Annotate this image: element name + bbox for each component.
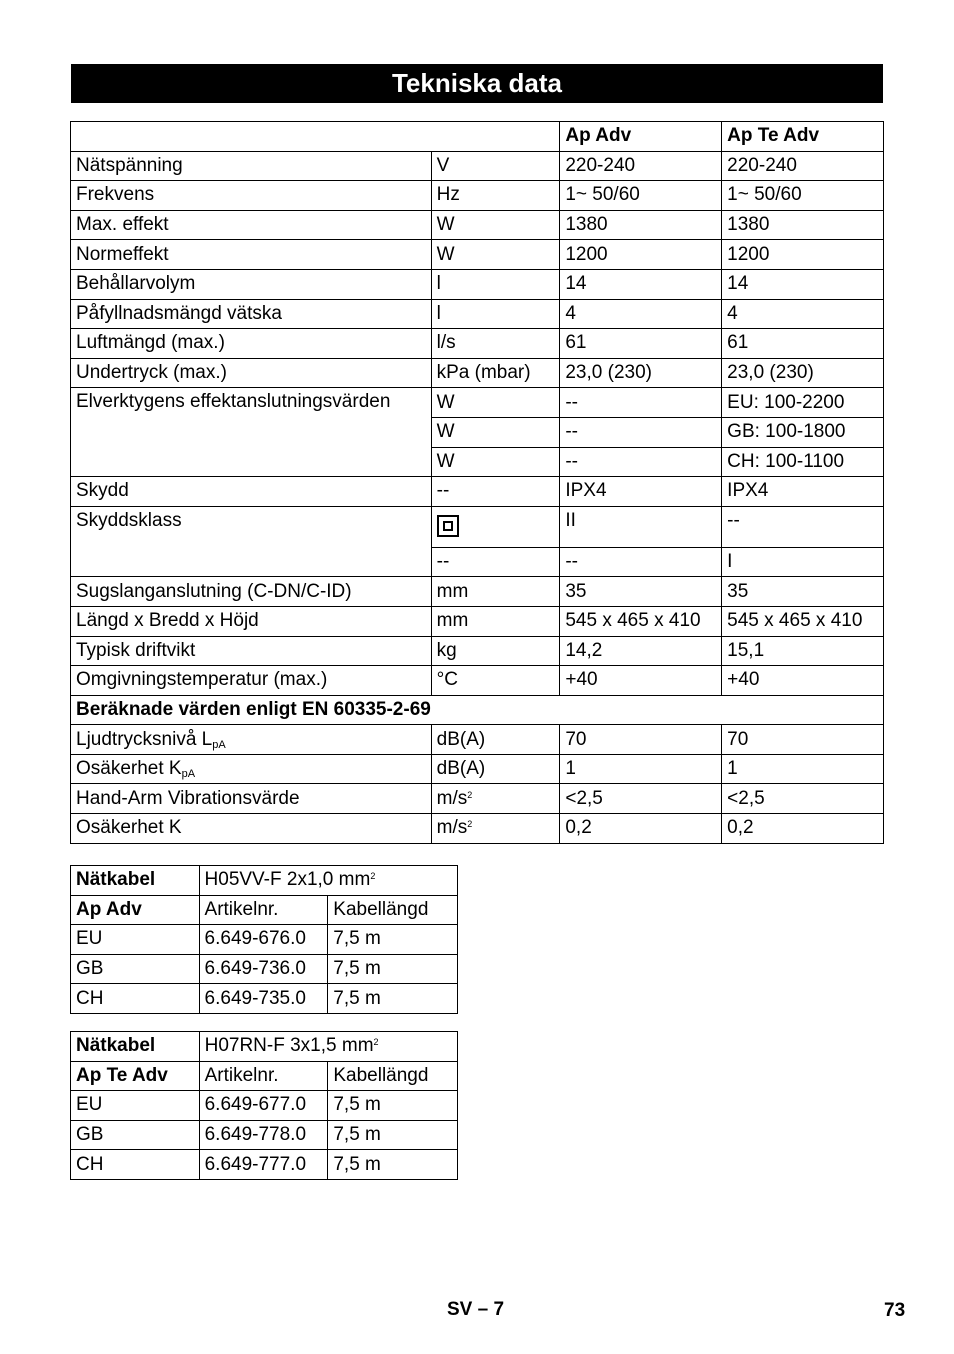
row-label-text: Ljudtrycksnivå L <box>76 728 213 750</box>
row-value-ap-te-adv: 35 <box>722 577 884 607</box>
row-label-text: Osäkerhet K <box>76 817 182 839</box>
row-value-ap-adv: 70 <box>560 725 722 755</box>
row-value-ap-adv: -- <box>560 388 722 418</box>
cable-region: CH <box>71 1150 200 1180</box>
cable-col-kabellangd: Kabellängd <box>328 1061 458 1091</box>
row-unit: -- <box>431 547 560 577</box>
row-unit: W <box>431 417 560 447</box>
table-row <box>71 269 884 299</box>
cable-region: EU <box>71 1091 200 1121</box>
cable-row <box>71 1120 458 1150</box>
row-label <box>71 814 432 844</box>
table-row <box>71 210 884 240</box>
row-value-ap-te-adv: 0,2 <box>722 814 884 844</box>
row-label <box>71 725 432 755</box>
row-label: Sugslanganslutning (C-DN/C-ID) <box>71 577 432 607</box>
cable-row <box>71 1091 458 1121</box>
row-value-ap-adv: <2,5 <box>560 784 722 814</box>
row-value-ap-adv: -- <box>560 417 722 447</box>
page-title: Tekniska data <box>71 64 883 103</box>
row-value-ap-adv: 4 <box>560 299 722 329</box>
row-value-ap-te-adv: 1~ 50/60 <box>722 181 884 211</box>
row-value-ap-adv: 545 x 465 x 410 <box>560 606 722 636</box>
cable-artikelnr: 6.649-677.0 <box>199 1091 328 1121</box>
row-label: Elverktygens effektanslutningsvärden <box>71 388 432 477</box>
row-value-ap-te-adv: CH: 100-1100 <box>722 447 884 477</box>
row-unit-text: dB(A) <box>436 728 486 750</box>
row-unit: W <box>431 388 560 418</box>
cable-type <box>199 1032 457 1062</box>
row-unit <box>431 754 560 784</box>
row-label-subscript: pA <box>181 768 196 781</box>
cable-type-row <box>71 866 458 896</box>
row-label-text: Hand-Arm Vibrationsvärde <box>76 787 300 809</box>
row-value-ap-adv: -- <box>560 547 722 577</box>
row-unit: l <box>431 299 560 329</box>
row-unit: -- <box>431 477 560 507</box>
header-empty-cell <box>71 122 560 152</box>
row-label: Luftmängd (max.) <box>71 329 432 359</box>
row-unit: mm <box>431 606 560 636</box>
cable-length: 7,5 m <box>328 1091 458 1121</box>
row-value-ap-te-adv: 15,1 <box>722 636 884 666</box>
cable-region: GB <box>71 1120 200 1150</box>
row-unit-superscript: 2 <box>467 819 473 830</box>
cable-label: Nätkabel <box>71 1032 200 1062</box>
row-value-ap-te-adv: 4 <box>722 299 884 329</box>
row-unit: W <box>431 210 560 240</box>
cable-region: EU <box>71 925 200 955</box>
row-value-ap-te-adv: 545 x 465 x 410 <box>722 606 884 636</box>
row-value-ap-adv: 0,2 <box>560 814 722 844</box>
row-value-ap-adv: 14,2 <box>560 636 722 666</box>
table-row <box>71 784 884 814</box>
row-value-ap-adv: 1380 <box>560 210 722 240</box>
cable-type-superscript: 2 <box>370 871 376 882</box>
table-row <box>71 358 884 388</box>
header-ap-te-adv: Ap Te Adv <box>722 122 884 152</box>
cable-header-row <box>71 1061 458 1091</box>
row-label-subscript: pA <box>212 738 226 751</box>
table-row <box>71 151 884 181</box>
table-row <box>71 725 884 755</box>
row-value-ap-te-adv: 220-240 <box>722 151 884 181</box>
row-value-ap-adv: 1~ 50/60 <box>560 181 722 211</box>
table-row <box>71 606 884 636</box>
cable-row <box>71 1150 458 1180</box>
row-value-ap-te-adv: 1200 <box>722 240 884 270</box>
row-value-ap-te-adv: IPX4 <box>722 477 884 507</box>
technical-data-table <box>70 121 884 844</box>
row-unit: W <box>431 240 560 270</box>
row-label: Max. effekt <box>71 210 432 240</box>
cable-model: Ap Te Adv <box>71 1061 200 1091</box>
cable-header-row <box>71 895 458 925</box>
row-label <box>71 754 432 784</box>
cable-artikelnr: 6.649-735.0 <box>199 984 328 1014</box>
row-value-ap-te-adv: 1 <box>722 754 884 784</box>
row-value-ap-te-adv: <2,5 <box>722 784 884 814</box>
row-value-ap-adv: 61 <box>560 329 722 359</box>
row-label: Typisk driftvikt <box>71 636 432 666</box>
row-value-ap-te-adv: -- <box>722 506 884 547</box>
row-label: Behållarvolym <box>71 269 432 299</box>
cable-artikelnr: 6.649-778.0 <box>199 1120 328 1150</box>
cable-type-text: H05VV-F 2x1,0 mm <box>204 869 371 891</box>
row-unit: mm <box>431 577 560 607</box>
cable-type-text: H07RN-F 3x1,5 mm <box>204 1035 374 1057</box>
cable-artikelnr: 6.649-676.0 <box>199 925 328 955</box>
section-header: Beräknade värden enligt EN 60335-2-69 <box>71 695 884 725</box>
row-value-ap-adv: II <box>560 506 722 547</box>
row-value-ap-adv: 220-240 <box>560 151 722 181</box>
row-value-ap-te-adv: GB: 100-1800 <box>722 417 884 447</box>
cable-length: 7,5 m <box>328 954 458 984</box>
protection-class-ii-icon <box>437 515 459 537</box>
table-row <box>71 636 884 666</box>
table-row <box>71 181 884 211</box>
table-header-row <box>71 122 884 152</box>
row-label: Skyddsklass <box>71 506 432 577</box>
cable-length: 7,5 m <box>328 925 458 955</box>
table-row <box>71 240 884 270</box>
row-label-text: Osäkerhet K <box>76 758 182 780</box>
row-value-ap-adv: -- <box>560 447 722 477</box>
row-label: Skydd <box>71 477 432 507</box>
row-unit: kPa (mbar) <box>431 358 560 388</box>
row-value-ap-te-adv: 61 <box>722 329 884 359</box>
row-label: Omgivningstemperatur (max.) <box>71 666 432 696</box>
cable-row <box>71 984 458 1014</box>
table-row <box>71 506 884 547</box>
row-unit: l <box>431 269 560 299</box>
row-unit: kg <box>431 636 560 666</box>
cable-model: Ap Adv <box>71 895 200 925</box>
row-value-ap-adv: 1200 <box>560 240 722 270</box>
row-value-ap-te-adv: 23,0 (230) <box>722 358 884 388</box>
header-ap-adv: Ap Adv <box>560 122 722 152</box>
cable-length: 7,5 m <box>328 1150 458 1180</box>
row-value-ap-te-adv: I <box>722 547 884 577</box>
cable-label: Nätkabel <box>71 866 200 896</box>
row-unit: Hz <box>431 181 560 211</box>
row-unit <box>431 814 560 844</box>
cable-type-row <box>71 1032 458 1062</box>
row-value-ap-adv: IPX4 <box>560 477 722 507</box>
row-value-ap-te-adv: EU: 100-2200 <box>722 388 884 418</box>
row-unit: V <box>431 151 560 181</box>
cable-region: GB <box>71 954 200 984</box>
cable-row <box>71 954 458 984</box>
row-value-ap-te-adv: 70 <box>722 725 884 755</box>
row-value-ap-adv: 1 <box>560 754 722 784</box>
row-label: Nätspänning <box>71 151 432 181</box>
cable-col-kabellangd: Kabellängd <box>328 895 458 925</box>
row-unit-text: m/s <box>436 787 468 809</box>
row-label <box>71 784 432 814</box>
section-header-row <box>71 695 884 725</box>
table-row <box>71 666 884 696</box>
table-row <box>71 299 884 329</box>
cable-region: CH <box>71 984 200 1014</box>
table-row <box>71 477 884 507</box>
row-unit <box>431 506 560 547</box>
cable-artikelnr: 6.649-777.0 <box>199 1150 328 1180</box>
row-unit-superscript: 2 <box>467 789 473 800</box>
row-unit-text: dB(A) <box>436 758 486 780</box>
cable-type <box>199 866 457 896</box>
cable-artikelnr: 6.649-736.0 <box>199 954 328 984</box>
row-unit <box>431 784 560 814</box>
row-value-ap-te-adv: 14 <box>722 269 884 299</box>
cable-table-ap-te-adv <box>70 1031 458 1180</box>
row-label: Normeffekt <box>71 240 432 270</box>
row-unit: °C <box>431 666 560 696</box>
table-row <box>71 388 884 418</box>
table-row <box>71 577 884 607</box>
row-value-ap-adv: 35 <box>560 577 722 607</box>
row-value-ap-te-adv: +40 <box>722 666 884 696</box>
cable-length: 7,5 m <box>328 984 458 1014</box>
row-label: Längd x Bredd x Höjd <box>71 606 432 636</box>
cable-length: 7,5 m <box>328 1120 458 1150</box>
footer-section-label: SV – 7 <box>447 1299 505 1320</box>
row-unit-text: m/s <box>436 817 468 839</box>
row-value-ap-adv: +40 <box>560 666 722 696</box>
cable-col-artikelnr: Artikelnr. <box>199 1061 328 1091</box>
cable-table-ap-adv <box>70 865 458 1014</box>
row-unit <box>431 725 560 755</box>
row-label: Undertryck (max.) <box>71 358 432 388</box>
row-value-ap-te-adv: 1380 <box>722 210 884 240</box>
cable-type-superscript: 2 <box>373 1037 379 1048</box>
row-unit: l/s <box>431 329 560 359</box>
cable-col-artikelnr: Artikelnr. <box>199 895 328 925</box>
table-row <box>71 329 884 359</box>
cable-row <box>71 925 458 955</box>
row-label: Frekvens <box>71 181 432 211</box>
table-row <box>71 754 884 784</box>
row-label: Påfyllnadsmängd vätska <box>71 299 432 329</box>
table-row <box>71 814 884 844</box>
footer-page-number: 73 <box>884 1300 906 1321</box>
row-value-ap-adv: 23,0 (230) <box>560 358 722 388</box>
row-value-ap-adv: 14 <box>560 269 722 299</box>
row-unit: W <box>431 447 560 477</box>
